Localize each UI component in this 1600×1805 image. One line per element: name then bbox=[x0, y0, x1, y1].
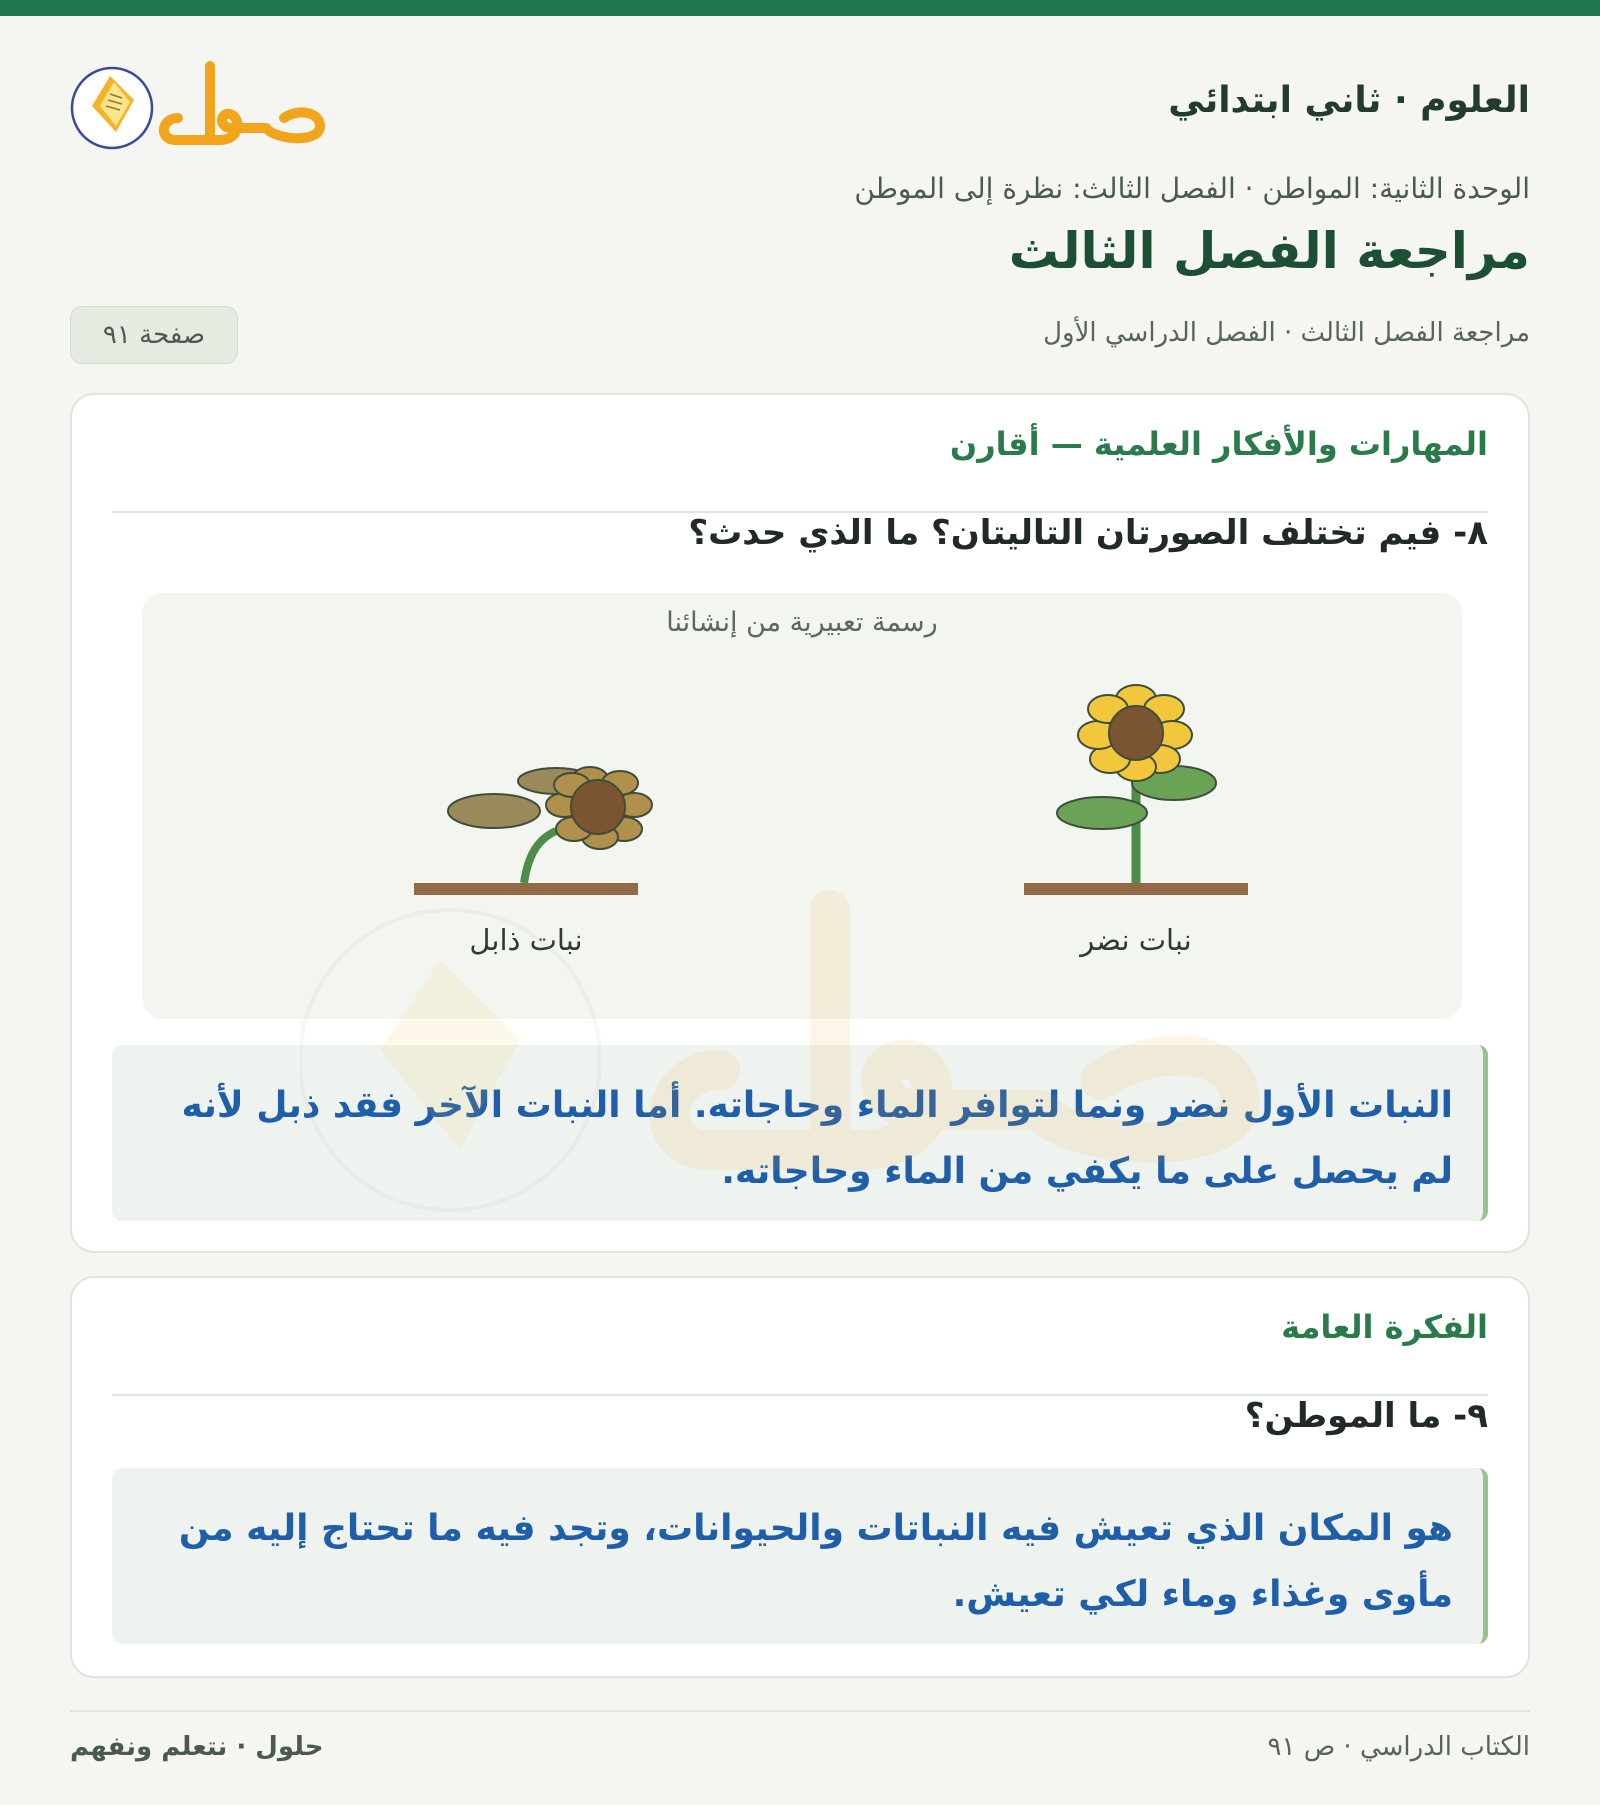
answer-8: النبات الأول نضر ونما لتوافر الماء وحاجاته. أما النبات الآخر فقد ذبل لأنه لم يحصل على ما يكفي من الماء وحاجاته. bbox=[112, 1045, 1488, 1221]
top-accent-bar bbox=[0, 0, 1600, 16]
plants-figure bbox=[142, 593, 1462, 1019]
figure-caption: رسمة تعبيرية من إنشائنا bbox=[666, 607, 938, 638]
page-title: مراجعة الفصل الثالث bbox=[1008, 222, 1530, 280]
unit-chapter-line: الوحدة الثانية: المواطن · الفصل الثالث: نظرة إلى الموطن bbox=[854, 172, 1530, 205]
subject-grade-title: العلوم · ثاني ابتدائي bbox=[1168, 80, 1530, 121]
sunflower-fresh-icon bbox=[1024, 685, 1248, 895]
plants-illustration bbox=[142, 593, 1462, 1019]
page-number-badge: صفحة ٩١ bbox=[70, 306, 238, 364]
footer-divider bbox=[70, 1710, 1530, 1712]
plant-wilted-label: نبات ذابل bbox=[469, 923, 583, 957]
question-8: ٨- فيم تختلف الصورتان التاليتان؟ ما الذي حدث؟ bbox=[688, 513, 1488, 553]
question-9: ٩- ما الموطن؟ bbox=[1244, 1396, 1488, 1436]
book-logo-icon bbox=[70, 48, 340, 160]
footer-brand[interactable]: حلول · نتعلم ونفهم bbox=[70, 1732, 324, 1762]
section-title-skills: المهارات والأفكار العلمية — أقارن bbox=[112, 425, 1488, 513]
main-idea-section-card bbox=[70, 1276, 1530, 1678]
chapter-meta-line: مراجعة الفصل الثالث · الفصل الدراسي الأول bbox=[1043, 318, 1530, 348]
skills-section-card bbox=[70, 393, 1530, 1253]
plant-fresh-label: نبات نضر bbox=[1080, 923, 1192, 957]
site-logo[interactable] bbox=[70, 48, 340, 160]
footer-book-page: الكتاب الدراسي · ص ٩١ bbox=[1267, 1732, 1530, 1762]
page-header bbox=[70, 48, 1530, 168]
section-title-main-idea: الفكرة العامة bbox=[112, 1308, 1488, 1396]
sunflower-wilted-icon bbox=[414, 767, 652, 895]
answer-9: هو المكان الذي تعيش فيه النباتات والحيوانات، وتجد فيه ما تحتاج إليه من مأوى وغذاء وماء لكي تعيش. bbox=[112, 1468, 1488, 1644]
